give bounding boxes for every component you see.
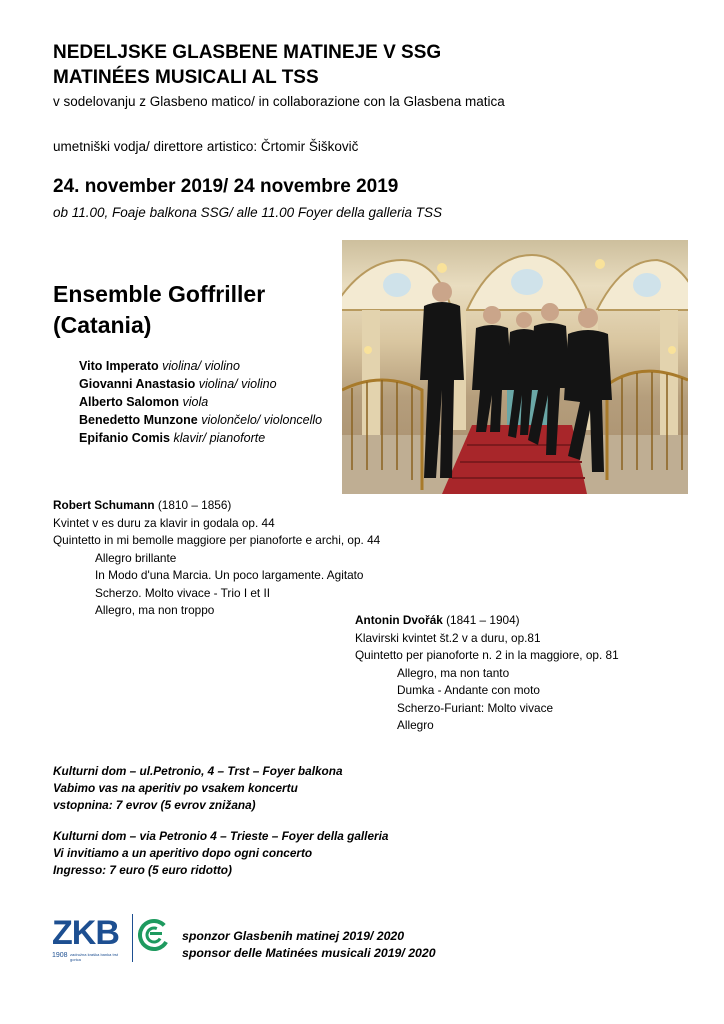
title-line-sl: NEDELJSKE GLASBENE MATINEJE V SSG	[53, 42, 442, 63]
composer-line	[355, 612, 619, 630]
member-instrument: klavir/ pianoforte	[173, 431, 266, 445]
program-schumann	[53, 497, 380, 620]
collaboration-line: v sodelovanju z Glasbeno matico/ in collaborazione con la Glasbena matica	[53, 94, 505, 109]
ensemble-name	[53, 279, 265, 341]
info-line: Kulturni dom – ul.Petronio, 4 – Trst – Foyer balkona	[53, 764, 343, 778]
movement: Allegro, ma non tanto	[397, 665, 510, 680]
movement: Scherzo. Molto vivace - Trio I et II	[95, 585, 271, 600]
ensemble-photo	[342, 240, 688, 494]
member-name: Vito Imperato	[79, 359, 159, 373]
composer-line	[53, 497, 380, 515]
info-line: Ingresso: 7 euro (5 euro ridotto)	[53, 863, 232, 877]
sponsor-text	[182, 928, 436, 962]
zkb-logo-text: ZKB	[52, 914, 119, 952]
movement: In Modo d'una Marcia. Un poco largamente. Agitato	[95, 568, 364, 582]
member-name: Benedetto Munzone	[79, 413, 198, 427]
sponsor-line-sl: sponzor Glasbenih matinej 2019/ 2020	[182, 929, 405, 943]
member-name: Giovanni Anastasio	[79, 377, 196, 391]
member-row	[79, 393, 322, 411]
member-instrument: violončelo/ violoncello	[201, 413, 323, 427]
movement: Scherzo-Furiant: Molto vivace	[397, 700, 554, 715]
info-line: vstopnina: 7 evrov (5 evrov znižana)	[53, 798, 256, 812]
composer-years: (1841 – 1904)	[442, 613, 520, 627]
zkb-logo-subtext: zadružna kraška banka trst gorica	[70, 952, 119, 962]
sponsor-line-it: sponsor delle Matinées musicali 2019/ 2020	[182, 946, 436, 960]
work-title-sl: Kvintet v es duru za klavir in godala op. 44	[53, 515, 275, 530]
ensemble-name-line2: (Catania)	[53, 312, 152, 338]
work-title-it: Quintetto per pianoforte n. 2 in la maggiore, op. 81	[355, 648, 619, 662]
logo-divider	[132, 914, 133, 962]
member-instrument: violina/ violino	[198, 377, 277, 391]
page-title	[53, 40, 441, 90]
movement: Allegro, ma non troppo	[95, 603, 215, 617]
composer-years: (1810 – 1856)	[154, 498, 232, 512]
zkb-logo	[52, 912, 172, 964]
venue-info-it	[53, 828, 388, 879]
event-venue: ob 11.00, Foaje balkona SSG/ alle 11.00 Foyer della galleria TSS	[53, 205, 442, 220]
program-dvorak	[355, 612, 619, 735]
movement: Allegro	[397, 718, 434, 732]
ensemble-name-line1: Ensemble Goffriller	[53, 281, 266, 307]
venue-info-sl	[53, 763, 343, 814]
member-instrument: violina/ violino	[162, 359, 240, 373]
member-instrument: viola	[182, 395, 209, 409]
movement: Allegro brillante	[95, 550, 177, 565]
member-name: Alberto Salomon	[79, 395, 180, 409]
ensemble-members	[79, 357, 322, 447]
member-row	[79, 429, 322, 447]
info-line: Vabimo vas na aperitiv po vsakem koncertu	[53, 781, 298, 795]
zkb-logo-year: 1908	[52, 952, 68, 959]
title-line-it: MATINÉES MUSICALI AL TSS	[53, 67, 319, 88]
composer-name: Robert Schumann	[53, 498, 155, 512]
movement: Dumka - Andante con moto	[397, 683, 540, 697]
info-line: Kulturni dom – via Petronio 4 – Trieste – Foyer della galleria	[53, 829, 389, 843]
event-date: 24. november 2019/ 24 novembre 2019	[53, 176, 399, 197]
composer-name: Antonin Dvořák	[355, 613, 443, 627]
member-row	[79, 411, 322, 429]
member-name: Epifanio Comis	[79, 431, 170, 445]
info-line: Vi invitiamo a un aperitivo dopo ogni concerto	[53, 846, 313, 860]
member-row	[79, 375, 322, 393]
zkb-emblem-icon	[138, 918, 170, 952]
work-title-sl: Klavirski kvintet št.2 v a duru, op.81	[355, 630, 541, 645]
work-title-it: Quintetto in mi bemolle maggiore per pianoforte e archi, op. 44	[53, 533, 381, 547]
artistic-director-line: umetniški vodja/ direttore artistico: Črtomir Šiškovič	[53, 139, 359, 154]
member-row	[79, 357, 322, 375]
